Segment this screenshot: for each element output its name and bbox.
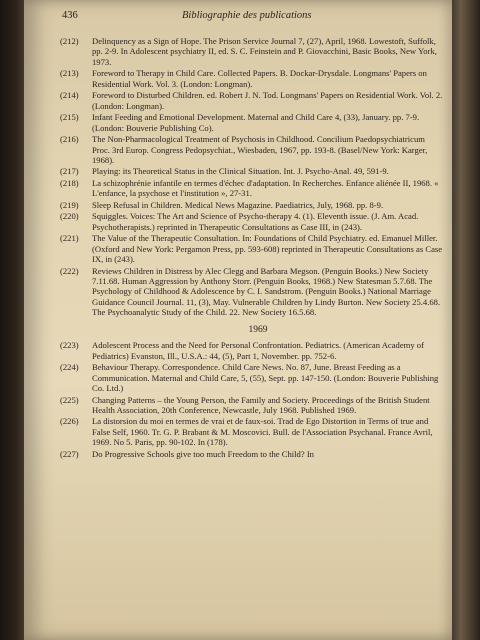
entry-221 <box>42 233 444 264</box>
entry-text: Foreword to Therapy in Child Care. Collected Papers. B. Dockar-Drysdale. Longmans' Papers on Residential Work. Vol. 3. (London: Longman). <box>92 68 427 89</box>
entry-216 <box>42 134 444 165</box>
entry-number: (227) <box>60 448 79 459</box>
year-heading: 1969 <box>248 324 268 335</box>
page-number: 436 <box>62 10 78 21</box>
entry-219 <box>42 200 444 210</box>
entry-number: (215) <box>60 112 79 123</box>
entry-number: (213) <box>60 68 79 79</box>
entry-text: Foreword to Disturbed Children. ed. Robert J. N. Tod. Longmans' Papers on Residential Work. Vol. 2. (London: Longman). <box>92 90 443 111</box>
entry-text: Delinquency as a Sign of Hope. The Prison Service Journal 7, (27), April, 1968. Lowestoft, Suffolk, pp. 2-9. In Adolescent psychiatry II, ed. S. C. Feinstein and P. Giovacchini, Basic Books, New York, 1973. <box>92 36 437 67</box>
entry-number: (214) <box>60 90 79 101</box>
entry-text: Playing: its Theoretical Status in the Clinical Situation. Int. J. Psycho-Anal. 49, 591-9. <box>92 166 389 177</box>
entry-text: Adolescent Process and the Need for Personal Confrontation. Pediatrics. (American Academy of Pediatrics) Evanston, Ill., U.S.A.: 44, (5), Part 1, November. pp. 752-6. <box>92 340 424 361</box>
entry-text: Infant Feeding and Emotional Development. Maternal and Child Care 4, (33), January. pp. 7-9. (London: Bouverie Publishing Co). <box>92 112 420 133</box>
entry-text: Do Progressive Schools give too much Freedom to the Child? In <box>92 448 314 459</box>
entry-number: (222) <box>60 265 79 276</box>
entry-212 <box>42 36 444 67</box>
entry-number: (217) <box>60 166 79 177</box>
entry-number: (220) <box>60 211 79 222</box>
running-title: Bibliographie des publications <box>182 10 312 21</box>
entry-text: Changing Patterns – the Young Person, the Family and Society. Proceedings of the British Student Health Association, 20th Conference, Newcastle, July 1968. Published 1969. <box>92 394 430 415</box>
entry-number: (225) <box>60 394 79 405</box>
entry-number: (223) <box>60 340 79 351</box>
entry-225 <box>42 395 444 416</box>
entry-text: The Value of the Therapeutic Consultation. In: Foundations of Child Psychiatry. ed. Emanuel Miller. (Oxford and New York: Pergamon Press, pp. 593-608) reprinted in Therapeutic Consultations as Case IX, in (243). <box>92 233 443 265</box>
entry-number: (216) <box>60 134 79 145</box>
bibliography-list <box>42 36 444 460</box>
book-gutter <box>0 0 26 640</box>
entry-text: Sleep Refusal in Children. Medical News Magazine. Paediatrics, July, 1968. pp. 8-9. <box>92 199 384 210</box>
book-page <box>24 0 452 640</box>
entry-number: (218) <box>60 177 79 188</box>
entry-number: (212) <box>60 36 79 46</box>
entry-223 <box>42 340 444 361</box>
entry-text: La distorsion du moi en termes de vrai et de faux-soi. Trad de Ego Distortion in Terms of true and False Self, 1960. Tr. G. P. Brabant & M. Moscovici. Bull. de l'Association Psychanal. France Avril, 1969. No 5. Paris, pp. 90-102. In (178). <box>92 416 433 448</box>
entry-number: (219) <box>60 199 79 210</box>
entry-number: (226) <box>60 416 79 427</box>
entry-213 <box>42 68 444 89</box>
entry-215 <box>42 112 444 133</box>
entry-text: The Non-Pharmacological Treatment of Psychosis in Childhood. Concilium Paedopsychiatricum Proc. 3rd Europ. Congress Pedopsychiat., Wiesbaden, 1967, pp. 193-8. (Basel/New York: Karger, 1968). <box>92 134 428 165</box>
entry-218 <box>42 178 444 199</box>
entry-226 <box>42 416 444 447</box>
entry-217 <box>42 166 444 176</box>
entry-222 <box>42 266 444 318</box>
entry-text: Behaviour Therapy. Correspondence. Child Care News. No. 87, June. Breast Feeding as a Communication. Maternal and Child Care, 5, (55), Sept. pp. 147-150. (London: Bouverie Publishing Co. Ltd.) <box>92 362 439 394</box>
entry-224 <box>42 362 444 393</box>
page-stack-edge <box>450 0 480 640</box>
entry-text: Reviews Children in Distress by Alec Clegg and Barbara Megson. (Penguin Books.) New Society 7.11.68. Human Aggression by Anthony Storr. (Penguin Books, 1968.) New Statesman 5.7.68. The Psychology of Childhood & Adolescence by C. I. Sandstrom. (Penguin Books.) National Marriage Guidance Council Journal. 11, (3), May. Vulnerable Children by Lindy Burton. New Society 25.4.68. The Psychoanalytic Study of the Child. 22. New Society 16.5.68. <box>92 265 441 318</box>
entry-227 <box>42 449 444 459</box>
entry-214 <box>42 90 444 111</box>
entry-220 <box>42 211 444 232</box>
page-header <box>62 10 422 24</box>
entry-number: (224) <box>60 362 79 373</box>
entry-number: (221) <box>60 233 79 244</box>
entry-text: La schizophrénie infantile en termes d'échec d'adaptation. In Recherches. Enfance aliénée II, 1968. « L'enfance, la psychose et l'institution », 27-31. <box>92 177 439 199</box>
entry-text: Squiggles. Voices: The Art and Science of Psycho-therapy 4. (1). Eleventh issue. (J. Am. Acad. Psychotherapists.) reprinted in Therapeutic Consultations as Case III, in (243). <box>92 211 419 232</box>
